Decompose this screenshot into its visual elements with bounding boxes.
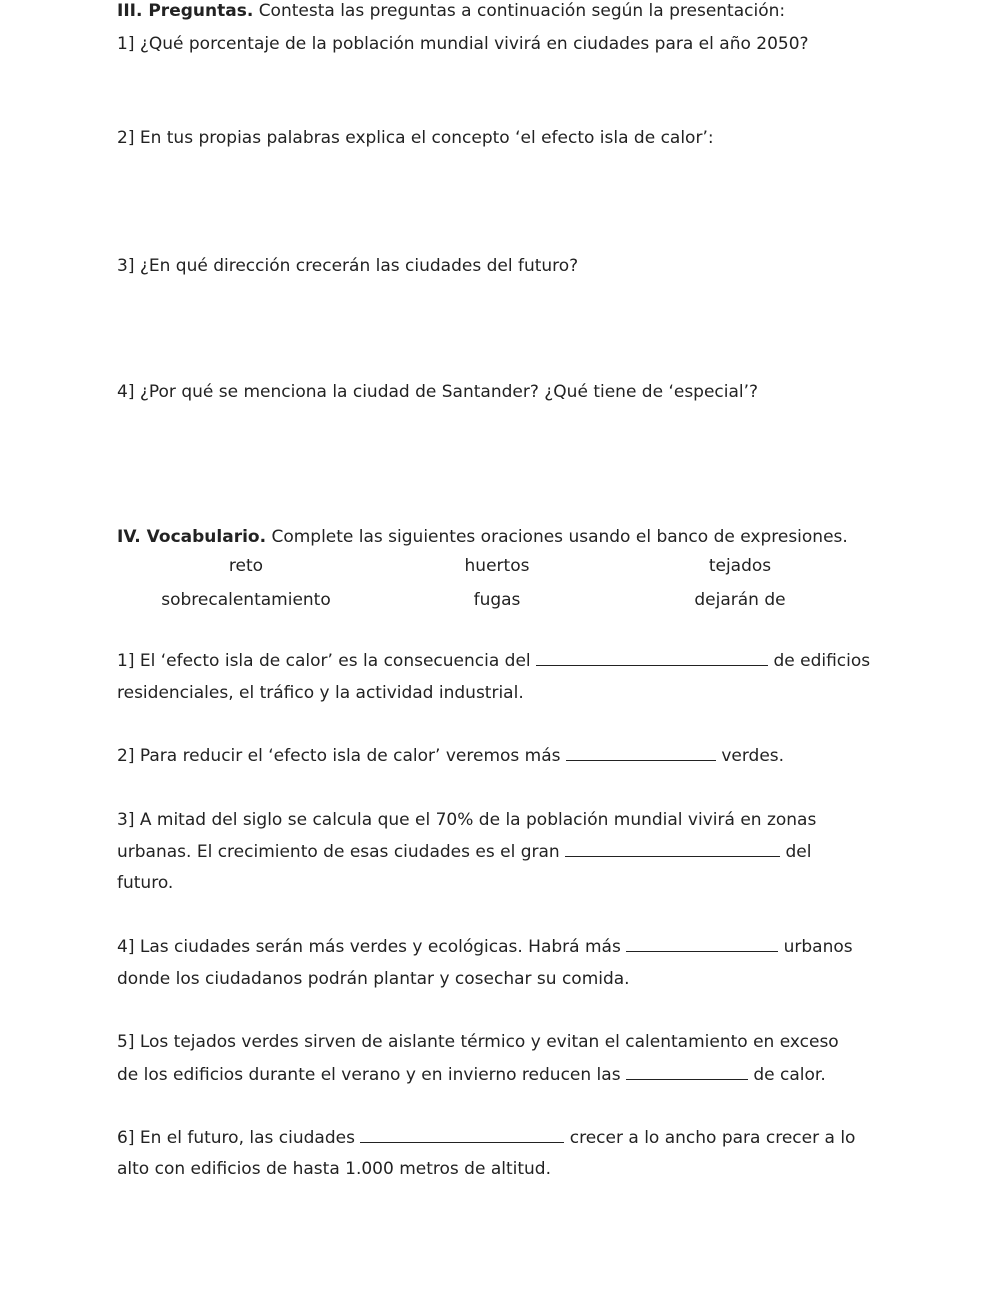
sentence-text: del (785, 842, 812, 862)
sentence-text: 4] Las ciudades serán más verdes y ecológicas. Habrá más (117, 937, 621, 957)
answer-blank[interactable] (565, 841, 780, 857)
sentence-text: 2] Para reducir el ‘efecto isla de calor’ veremos más (117, 746, 561, 766)
sentence-3-line-2 (117, 841, 811, 863)
sentence-text: urbanos (783, 937, 853, 957)
sentence-text: de edificios (773, 651, 871, 671)
sentence-text: 6] En el futuro, las ciudades (117, 1128, 355, 1148)
sentence-2-line-1 (117, 745, 784, 767)
sentence-text: crecer a lo ancho para crecer a lo (569, 1128, 856, 1148)
sentence-5-line-2 (117, 1064, 826, 1086)
section-3-instruction: Contesta las preguntas a continuación según la presentación: (258, 1, 786, 21)
section-4-instruction: Complete las siguientes oraciones usando el banco de expresiones. (271, 527, 848, 547)
answer-blank[interactable] (536, 650, 768, 666)
sentence-text: 1] El ‘efecto isla de calor’ es la consecuencia del (117, 651, 531, 671)
sentence-6-line-2: alto con edificios de hasta 1.000 metros de altitud. (117, 1159, 551, 1179)
sentence-1-line-2: residenciales, el tráfico y la actividad industrial. (117, 683, 524, 703)
sentence-5-line-1: 5] Los tejados verdes sirven de aislante térmico y evitan el calentamiento en exceso (117, 1032, 839, 1052)
sentence-text: urbanas. El crecimiento de esas ciudades es el gran (117, 842, 560, 862)
section-4-heading: IV. Vocabulario. (117, 527, 267, 547)
word-bank-item: sobrecalentamiento (161, 590, 331, 610)
question-3: 3] ¿En qué dirección crecerán las ciudades del futuro? (117, 256, 579, 276)
sentence-text: de calor. (753, 1065, 826, 1085)
sentence-text: verdes. (721, 746, 785, 766)
sentence-4-line-1 (117, 936, 853, 958)
question-1: 1] ¿Qué porcentaje de la población mundial vivirá en ciudades para el año 2050? (117, 34, 809, 54)
sentence-4-line-2: donde los ciudadanos podrán plantar y cosechar su comida. (117, 969, 630, 989)
word-bank-item: fugas (473, 590, 521, 610)
question-2: 2] En tus propias palabras explica el concepto ‘el efecto isla de calor’: (117, 128, 714, 148)
answer-blank[interactable] (360, 1127, 564, 1143)
word-bank-item: huertos (464, 556, 530, 576)
sentence-text: de los edificios durante el verano y en invierno reducen las (117, 1065, 621, 1085)
question-4: 4] ¿Por qué se menciona la ciudad de Santander? ¿Qué tiene de ‘especial’? (117, 382, 759, 402)
word-bank-item: dejarán de (694, 590, 786, 610)
sentence-3-line-3: futuro. (117, 873, 174, 893)
sentence-3-line-1: 3] A mitad del siglo se calcula que el 70% de la población mundial vivirá en zonas (117, 810, 817, 830)
answer-blank[interactable] (566, 745, 716, 761)
sentence-6-line-1 (117, 1127, 855, 1149)
section-3-header (117, 0, 785, 22)
answer-blank[interactable] (626, 936, 778, 952)
answer-blank[interactable] (626, 1064, 748, 1080)
sentence-1-line-1 (117, 650, 870, 672)
section-4-header (117, 526, 848, 548)
word-bank-item: tejados (708, 556, 772, 576)
section-3-heading: III. Preguntas. (117, 1, 254, 21)
word-bank-item: reto (228, 556, 264, 576)
